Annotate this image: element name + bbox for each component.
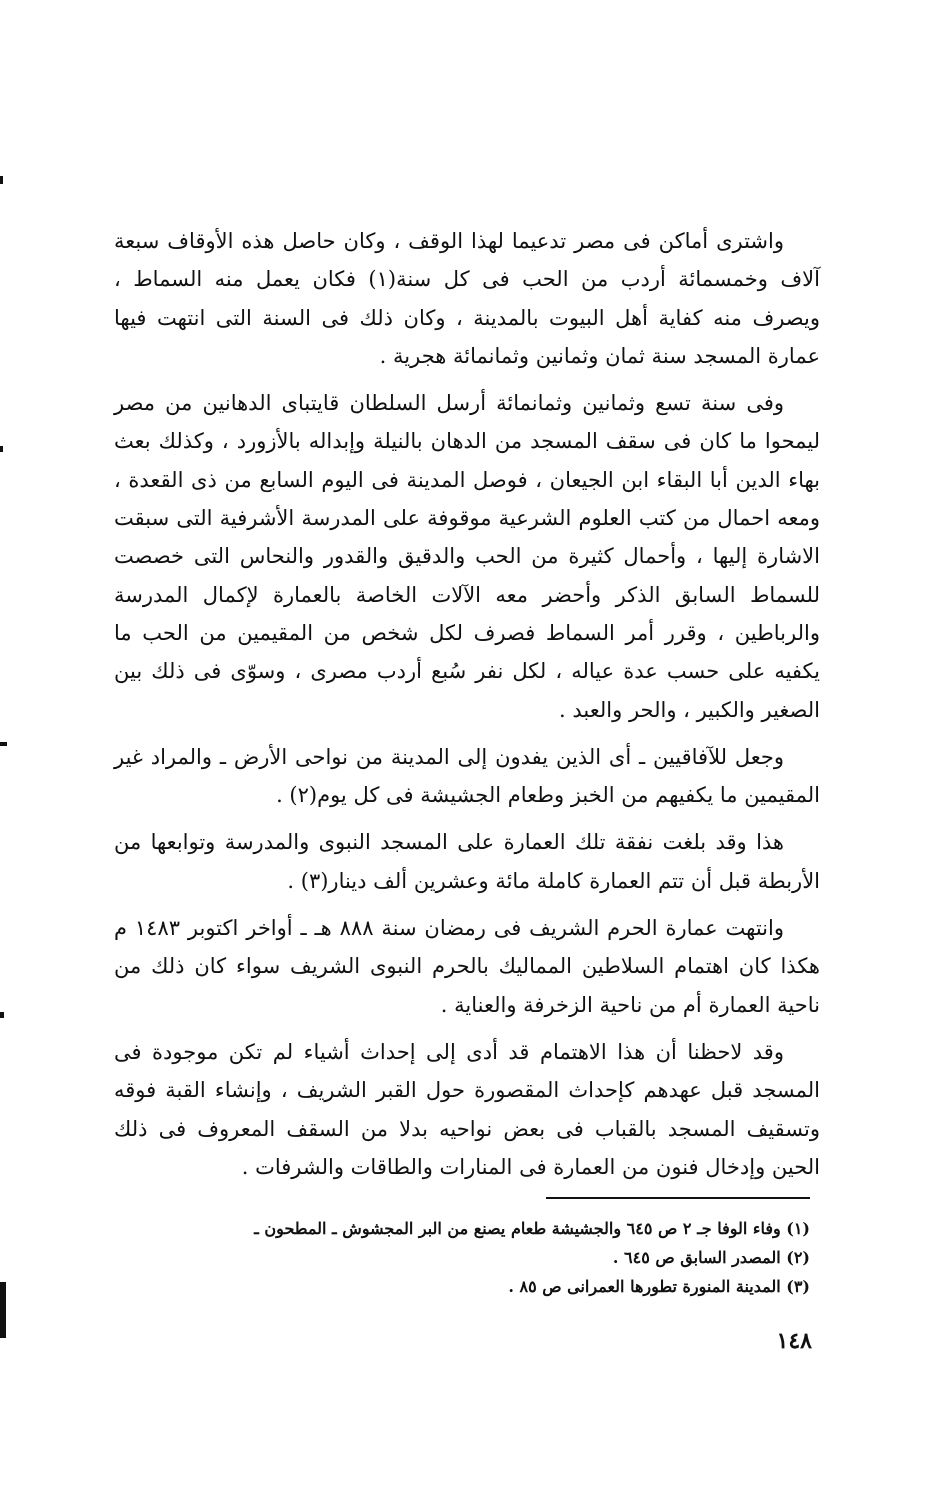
scan-edge-mark bbox=[0, 1282, 6, 1338]
paragraph-4: هذا وقد بلغت نفقة تلك العمارة على المسجد النبوى والمدرسة وتوابعها من الأربطة قبل أن تتم العمارة كاملة مائة وعشرين ألف دينار(٣) . bbox=[114, 830, 820, 893]
footnote-1: (١) وفاء الوفا جـ ٢ ص ٦٤٥ والجشيشة طعام يصنع من البر المجشوش ـ المطحون ـ bbox=[254, 1219, 810, 1238]
paragraph-5: وانتهت عمارة الحرم الشريف فى رمضان سنة ٨٨٨ هـ ـ أواخر اكتوبر ١٤٨٣ م هكذا كان اهتمام السلاطين المماليك بالحرم النبوى الشريف سواء كان ذلك من ناحية العمارة أم من ناحية الزخرفة والعناية . bbox=[114, 916, 820, 1017]
scan-edge-mark bbox=[0, 446, 3, 452]
paragraph-1: واشترى أماكن فى مصر تدعيما لهذا الوقف ، وكان حاصل هذه الأوقاف سبعة آلاف وخمسمائة أردب من الحب فى كل سنة(١) فكان يعمل منه السماط ، ويصرف منه كفاية أهل البيوت بالمدينة ، وكان ذلك فى السنة التى انتهت فيها عمارة المسجد سنة ثمان وثمانين وثمانمائة هجرية . bbox=[114, 229, 820, 368]
scan-edge-mark bbox=[0, 176, 3, 184]
paragraph-2: وفى سنة تسع وثمانين وثمانمائة أرسل السلطان قايتباى الدهانين من مصر ليمحوا ما كان فى سقف المسجد من الدهان بالنيلة وإبداله بالأزورد ، وكذلك بعث بهاء الدين أبا البقاء ابن الجيعان ، فوصل المدينة فى اليوم السابع من ذى القعدة ، ومعه احمال من كتب العلوم الشرعية موقوفة على المدرسة الأشرفية التى سبقت الاشارة إليها ، وأحمال كثيرة من الحب والدقيق والقدور والنحاس التى خصصت للسماط السابق الذكر وأحضر معه الآلات الخاصة بالعمارة لإكمال المدرسة والرباطين ، وقرر أمر السماط فصرف لكل شخص من المقيمين من الحب ما يكفيه على حسب عدة عياله ، لكل نفر سُبع أردب مصرى ، وسوّى فى ذلك بين الصغير والكبير ، والحر والعبد . bbox=[114, 391, 820, 722]
footnote-separator bbox=[546, 1197, 810, 1199]
paragraph-3: وجعل للآفاقيين ـ أى الذين يفدون إلى المدينة من نواحى الأرض ـ والمراد غير المقيمين ما يكفيهم من الخبز وطعام الجشيشة فى كل يوم(٢) . bbox=[114, 744, 820, 808]
footnote-2: (٢) المصدر السابق ص ٦٤٥ . bbox=[612, 1248, 810, 1267]
footnote-3: (٣) المدينة المنورة تطورها العمرانى ص ٨٥ . bbox=[508, 1277, 810, 1296]
main-text bbox=[114, 222, 820, 1186]
scan-edge-mark bbox=[0, 742, 7, 746]
paragraph-6: وقد لاحظنا أن هذا الاهتمام قد أدى إلى إحداث أشياء لم تكن موجودة فى المسجد قبل عهدهم كإحداث المقصورة حول القبر الشريف ، وإنشاء القبة فوقه وتسقيف المسجد بالقباب فى بعض نواحيه بدلا من السقف المعروف فى ذلك الحين وإدخال فنون من العمارة فى المنارات والطاقات والشرفات . bbox=[114, 1039, 820, 1179]
scan-edge-mark bbox=[0, 1012, 4, 1018]
page-number: ١٤٨ bbox=[776, 1328, 812, 1354]
footnotes bbox=[180, 1214, 810, 1301]
